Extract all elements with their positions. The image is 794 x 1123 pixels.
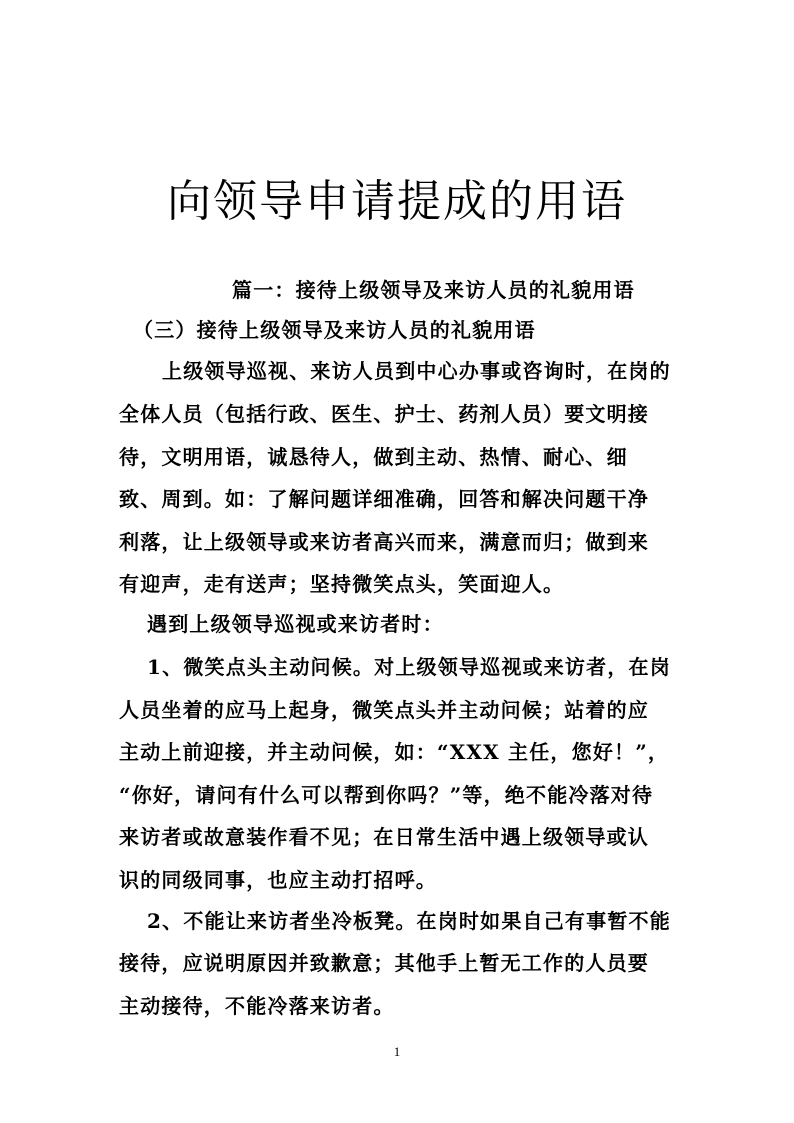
paragraph-line: 上级领导巡视、来访人员到中心办事或咨询时，在岗的	[162, 359, 671, 383]
paragraph-line: 人员坐着的应马上起身，微笑点头并主动问候；站着的应	[119, 698, 649, 722]
paragraph-line: 主动上前迎接，并主动问候，如：“XXX 主任，您好！”，	[119, 740, 670, 764]
paragraph-line: 有迎声，走有送声；坚持微笑点头，笑面迎人。	[119, 572, 565, 596]
paragraph-line: 致、周到。如：了解问题详细准确，回答和解决问题干净	[119, 487, 649, 511]
paragraph-line: 主动接待，不能冷落来访者。	[119, 994, 395, 1018]
paragraph-line: 识的同级同事，也应主动打招呼。	[119, 868, 437, 892]
paragraph-line: 来访者或故意装作看不见；在日常生活中遇上级领导或认	[119, 825, 649, 849]
paragraph-line: 接待，应说明原因并致歉意；其他手上暂无工作的人员要	[119, 951, 649, 975]
subheading: （三）接待上级领导及来访人员的礼貌用语	[133, 318, 536, 342]
list-item-1: 1、微笑点头主动问候。对上级领导巡视或来访者，在岗	[147, 655, 671, 679]
paragraph-line: 遇到上级领导巡视或来访者时：	[147, 612, 444, 636]
paragraph-line: “你好，请问有什么可以帮到你吗？”等，绝不能冷落对待	[119, 783, 654, 807]
paragraph-line: 利落，让上级领导或来访者高兴而来，满意而归；做到来	[119, 530, 649, 554]
list-item-2: 2、不能让来访者坐冷板凳。在岗时如果自己有事暂不能	[147, 909, 671, 933]
page-number: 1	[393, 1044, 401, 1059]
paragraph-line: 全体人员（包括行政、医生、护士、药剂人员）要文明接	[119, 402, 649, 426]
document-title: 向领导申请提成的用语	[167, 176, 627, 228]
section-heading: 篇一：接待上级领导及来访人员的礼貌用语	[232, 278, 635, 302]
paragraph-line: 待，文明用语，诚恳待人，做到主动、热情、耐心、细	[119, 445, 628, 469]
